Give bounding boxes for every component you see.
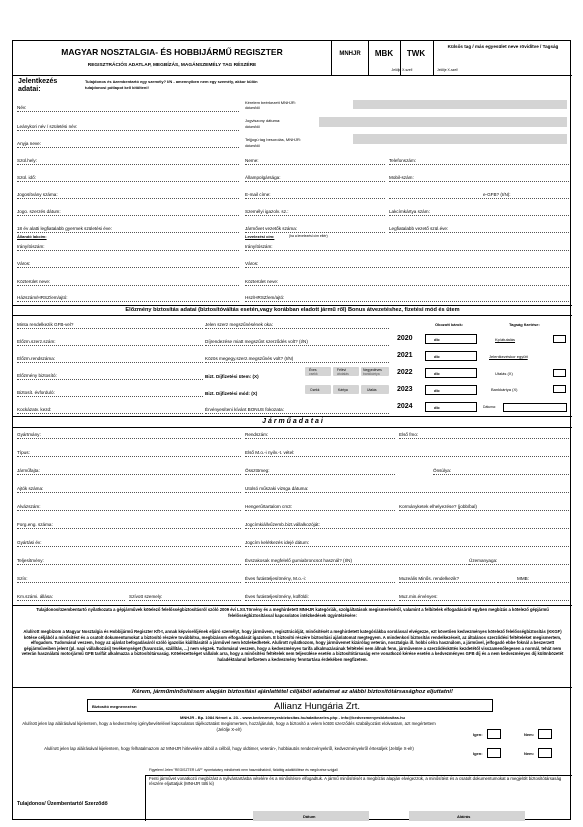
birthplace-field[interactable]: Szül.hely: bbox=[17, 154, 239, 165]
consent1-yes: Igen: bbox=[473, 732, 483, 737]
payment-method-field[interactable]: Bizt. Díjfizetési mód: (X) bbox=[205, 391, 258, 396]
owner-label: Tulajdonos/ Üzembentartó/ Szerződő bbox=[17, 801, 108, 807]
insurance-section-title: Előzmény biztosítás adatai (biztosítóváltás esetén,vagy korábban eladott jármű ről) Bonus átvezetéshez, fizetési mód és ütem bbox=[125, 307, 460, 313]
birthdate-field[interactable]: Szül. idő: bbox=[17, 171, 239, 182]
year-2020: 2020 bbox=[397, 335, 413, 342]
risk-start-field[interactable]: Kockázatv. kezd: bbox=[17, 403, 203, 414]
declaration-intro: Tulajdonos/üzembentartó nyilatkozata a gépjárművek kötelező felelősségbiztosításról szóló 2009 évi LXII.Törvény és a meghirdetett MNHJR kategóriák, szolgáltatások megismeréséről, valamint a felbitelek elfogadásáról egyben megbízás a kötelező gépjármű felelősségbiztosítással kapcsolatos intézkedések ügyintézésére: bbox=[36, 607, 549, 618]
has-gfb-field[interactable]: Minta rendelkezik GFB-vel? bbox=[17, 318, 203, 329]
vehicle-kind-field[interactable]: Járműfajta: bbox=[17, 464, 241, 475]
museum-rating-field[interactable]: Muzeális Minős. rendelkezik? bbox=[399, 572, 495, 583]
opt-semiannual[interactable]: Félévi átutalás bbox=[333, 367, 359, 376]
footnote: Figyelem! Jelen "REGISZTER LAP" nyomtatvány mindkének nem használhatóról, fiziátbig adatkitöltése és megőrzése szigjall bbox=[149, 768, 338, 772]
pay-card: Bankkártya (X) bbox=[491, 387, 518, 392]
insurer-name: Allianz Hungária Zrt. bbox=[274, 701, 361, 712]
year-2024: 2024 bbox=[397, 403, 413, 410]
membership-label: Jogviszony dátuma: bbox=[245, 118, 281, 123]
pay-date-box[interactable] bbox=[503, 403, 567, 412]
seats-field[interactable]: Szívott szemely: bbox=[129, 590, 241, 601]
damages-2024[interactable]: db: bbox=[425, 402, 477, 412]
date-field[interactable]: Dátum bbox=[253, 811, 369, 821]
curb-weight-field[interactable]: Önsúlya: bbox=[433, 464, 569, 475]
damages-label: Okozott károk: bbox=[435, 322, 464, 327]
insurer-label: Biztosító megnevezése: bbox=[92, 704, 138, 709]
youngest-driver-field[interactable]: Legfiatalabb vezető szül.éve: bbox=[389, 222, 569, 233]
maiden-name-field[interactable]: Leánykori név / születési név: bbox=[17, 120, 239, 131]
annual-km-domestic-field[interactable]: Éves futásteljesítmény, M.o.-i: bbox=[245, 572, 395, 583]
mnhjr-confirmation: Fenti járművet vonatkozó megbízást a nyilvántartásba vételére és a minősítésre elfogadtuk. A jármű minősítését a megbízás alapján elvégezzük, a minősítést és a csatolt dokumentumokat a megjelölt biztosítótársaság részére eljuttatjuk (MNHJR tölti ki) bbox=[149, 776, 562, 787]
mail-street-field[interactable]: Közterület neve: bbox=[245, 275, 569, 286]
insurer-box[interactable] bbox=[87, 699, 493, 712]
citizenship-field[interactable]: Állampolgársága: bbox=[245, 171, 385, 182]
mobile-field[interactable]: Mobil-szám: bbox=[389, 171, 569, 182]
contact-line: MNHJR - Bp. 1084 Német u. 23. - www.kedvezmenyesbiztositas.hu/adatkezeles.php - info@kedvezmenyesbiztositas.hu bbox=[180, 715, 405, 720]
street-field[interactable]: Közterület neve: bbox=[17, 275, 239, 286]
fuel-field[interactable]: Üzemanyaga: bbox=[469, 554, 569, 565]
chassis-field[interactable]: Alvázszám: bbox=[17, 500, 241, 511]
id-card-field[interactable]: Személyi igazolv. sz.: bbox=[245, 205, 385, 216]
email-field[interactable]: E-mail címe: bbox=[245, 188, 385, 199]
drivers-count-field[interactable]: Jármővet vezetők száma: bbox=[245, 222, 385, 233]
consent1-no: Nem: bbox=[524, 732, 535, 737]
registration-doc-field[interactable]: Forg.eng. száma: bbox=[17, 518, 241, 529]
title-date-field[interactable]: Jogcím kelétkezés idejé dátum: bbox=[245, 536, 569, 547]
zip-field[interactable]: Irányítószám: bbox=[17, 240, 239, 251]
damages-2023[interactable]: db: bbox=[425, 385, 477, 395]
membership-small: dátum/idő bbox=[245, 125, 260, 129]
opt-card[interactable]: Kártya bbox=[333, 385, 359, 394]
power-field[interactable]: Teljesítmény: bbox=[17, 554, 241, 565]
damages-2022[interactable]: db: bbox=[425, 368, 477, 378]
annual-km-foreign-field[interactable]: Éves futásteljesítmény, külföldi: bbox=[245, 590, 395, 601]
pay-transfer: Utalás (X) bbox=[495, 371, 513, 376]
license-date-field[interactable]: Jogo. szerzés dátum: bbox=[17, 205, 239, 216]
prev-plate-field[interactable]: Előzm.rendszáma: bbox=[17, 352, 203, 363]
consent2-yes: Igen: bbox=[473, 751, 483, 756]
displacement-field[interactable]: Hengerűrtartalom cm3: bbox=[245, 500, 395, 511]
pay-date-label: Dátuma: bbox=[483, 405, 496, 409]
mark-label-1: Jelölje X-szel! bbox=[391, 68, 413, 72]
license-number-field[interactable]: Jogosítvány száma: bbox=[17, 188, 239, 199]
plate-field[interactable]: Rendszám: bbox=[245, 428, 395, 439]
city-field[interactable]: Város: bbox=[17, 257, 239, 268]
form-subtitle: REGISZTRÁCIÓS ADATLAP, MEGBÍZÁS, MAGÁNSZEMÉLY TAG RÉSZÉRE bbox=[87, 63, 257, 68]
mother-name-field[interactable]: Anyja neve: bbox=[17, 137, 239, 148]
permanent-address-heading: Állandó lakcím: bbox=[17, 234, 47, 239]
gross-weight-field[interactable]: Össztömeg: bbox=[245, 464, 395, 475]
pay-with-registration: Jelentkezéskor együtt bbox=[489, 354, 528, 359]
mail-city-field[interactable]: Város: bbox=[245, 257, 569, 268]
name-field[interactable]: Név: bbox=[17, 101, 239, 112]
pay-card-box[interactable] bbox=[553, 385, 566, 393]
consent1-no-box[interactable] bbox=[538, 729, 552, 739]
manufacture-year-field[interactable]: Gyártási év: bbox=[17, 536, 241, 547]
type-field[interactable]: Típus: bbox=[17, 446, 241, 457]
vehicle-section-title: J á r m ű a d a t a i bbox=[262, 418, 323, 425]
mailing-address-heading: Levelezési cím: bbox=[245, 234, 275, 239]
mark-label-2: Jelölje X-szel! bbox=[437, 68, 458, 72]
first-reg-field[interactable]: Első M.o.-i nyilv.-t. vétel: bbox=[245, 446, 569, 457]
consent2-no-box[interactable] bbox=[538, 748, 552, 758]
form-title: MAGYAR NOSZTALGIA- ÉS HOBBIJÁRMŰ REGISZTER bbox=[61, 47, 283, 57]
membership-date-field[interactable] bbox=[319, 117, 567, 127]
pay-transfer-box[interactable] bbox=[553, 369, 566, 377]
signature-field[interactable]: Aláírás bbox=[409, 811, 525, 821]
registration-form bbox=[12, 40, 571, 820]
col-external: Külsős tag / más egyesület neve rövidítve / Tagság bbox=[447, 44, 559, 49]
mailing-address-note: (ha a levelezési cím eltér) bbox=[289, 234, 328, 238]
full-member-small: dátum/idő bbox=[245, 144, 260, 148]
insurer-selection-title: Kérem, járműminősítésem alapján biztosítási ajánlattétel céljából adataimat az alábbi biztosítótársasághoz eljuttatni! bbox=[132, 689, 453, 695]
applicant-note: Tulajdonos és üzembentartó egy személy? I/N - amennyiben nem egy személy, akkor külön tulajdonosi pótlapot kell kitölteni! bbox=[85, 79, 258, 90]
opt-annual[interactable]: Éves csekk bbox=[305, 367, 331, 376]
year-2023: 2023 bbox=[397, 386, 413, 393]
termination-reason-field[interactable]: Jelen szerz megszűnésének oka: bbox=[205, 318, 389, 329]
opt-cheque[interactable]: Csekk bbox=[305, 385, 331, 394]
prev-insurer-field[interactable]: Előzmény biztosító: bbox=[17, 369, 203, 380]
declaration-body: Alulírott megbízom a Magyar Nosztalgia és Hobbijármű Regiszter Kft-t, annak képviselőjének eljáró személyt, hogy járművem, regisztrációját, minősítését a meghirdetett kategóriákba sorolással elvégezze, ezt követően kedvezményes kötelező felelősségbiztosítás (KKGF) kötése céljából a minősítést és a csatolt dokumentumokat a biztosító részére továbbítsa, megbízásom elfogadását igazolom. E biztosító részére biztosítási ajánlatomat megtegyem. A mindenkori biztosítás rendelkezéseit, az általános szerződési feltételeket megismertem, elfogadom. Tudomásul veszem, hogy az ajánlat befogadásáról szóló igazolás kiállításától a járművel nem közlekedhetek. Alulírott nyilatkozom, hogy járművemet kizárólag veterán, nosztalgia ill. hobbi célra használom, a járművel, jelfogadó ebbe foknál a beszerzett gépjárműveiben jelent (pl. napi vállalkozási) tevékenységet (fuvarozás, szállítás, ...) nem végzek. Tudomásul veszem, hogy a kedvezményes tarifa alkalmazásának feltételei nem állnak fenn, járművemre a szerződéskötés kezdetétől visszamenőlegesen a normál, tehát nem veterán használatú motorjármű GFB tarifát alkalmazza a biztosítótársaság. Kötelezettséget vállalok arra, hogy a minősítési feltételek nem teljesülése esetén a biztosítótársaság erre vonatkozó kérése esetén a kedvezményes GFB díj és a nem kedvezményes díj különbözetét haladéktalanul befizetem a kedvezmény fenntartása érdekében megfizetem. bbox=[21, 629, 564, 662]
opt-quarterly[interactable]: Negyedéves bankkártya bbox=[361, 367, 389, 376]
youngest-child-field[interactable]: 18 év alatti legfiatalabb gyermek születési éve: bbox=[17, 222, 239, 233]
applicant-heading: Jelentkezés adatai: bbox=[18, 78, 58, 93]
year-2021: 2021 bbox=[397, 352, 413, 359]
membership-payment-label: Tagság fizetése: bbox=[509, 322, 540, 327]
full-member-label: Teljjogú tag besorolás, MNHJR: bbox=[245, 137, 302, 142]
steering-side-field[interactable]: Kormányketek elhelyezése? (jobb/bal) bbox=[399, 500, 569, 511]
gender-field[interactable]: Neme: bbox=[245, 154, 385, 165]
pay-cash-box[interactable] bbox=[553, 335, 566, 343]
mail-house-field[interactable]: Hsz/HRSZ/em/ajtó: bbox=[245, 291, 569, 302]
mail-zip-field[interactable]: Irányítószám: bbox=[245, 240, 569, 251]
anniversary-field[interactable]: Biztosít. évforduló: bbox=[17, 386, 203, 397]
damages-2021[interactable]: db: bbox=[425, 351, 477, 361]
doors-field[interactable]: Ajtók száma: bbox=[17, 482, 241, 493]
pay-cash: Kp/átutalás bbox=[495, 337, 516, 342]
consent1-yes-box[interactable] bbox=[487, 729, 501, 739]
last-inspection-field[interactable]: Utolsó műszaki vizsga dátuma: bbox=[245, 482, 569, 493]
year-2022: 2022 bbox=[397, 369, 413, 376]
damages-2020[interactable]: db: bbox=[425, 334, 477, 344]
odometer-field[interactable]: Km.számi. állása: bbox=[17, 590, 125, 601]
make-field[interactable]: Gyártmány: bbox=[17, 428, 241, 439]
color-field[interactable]: Szín: bbox=[17, 572, 241, 583]
house-number-field[interactable]: Házszám/HRSZ/em/ajtó: bbox=[17, 291, 239, 302]
consent-privacy: Alulírott jelen lap aláírásával kijelentem, hogy a kedvezmény igénybevételével kapcsolatos tájékoztatást megismertem, hozzájárulok, hogy a biztosító a velem kötött szerződés szabályozást elolvastam, azt megértettem (Jelölje X-el!) bbox=[22, 721, 436, 732]
museum-valid-field[interactable]: Muz.min.érvényes: bbox=[399, 590, 569, 601]
bonus-level-field[interactable]: Érvényesíteni kívánt BONUS fokozata: bbox=[205, 403, 389, 414]
mmb-field[interactable]: MMB: bbox=[497, 572, 569, 583]
received-label: Kérelem beérkezett MNHJR: bbox=[245, 100, 296, 105]
prev-contract-field[interactable]: Előzm.szerz.szám: bbox=[17, 335, 203, 346]
consent2-yes-box[interactable] bbox=[487, 748, 501, 758]
col-twk: TWK bbox=[406, 49, 426, 58]
seasonal-tires-field[interactable]: Évszakosak megfelelő gumiabroncsot használ? (I/N) bbox=[245, 554, 469, 565]
full-member-field[interactable] bbox=[353, 134, 567, 144]
col-mbk: MBK bbox=[374, 49, 394, 58]
first-fmo-field[interactable]: Első fmo: bbox=[399, 428, 569, 439]
received-field[interactable] bbox=[353, 100, 567, 109]
egfb-field[interactable]: e-GFB? (I/N): bbox=[389, 188, 569, 199]
fee-terminated-field[interactable]: Díjrendezése miatt megszűnt szerződés volt? (I/N) bbox=[205, 335, 389, 346]
col-mnhjr: MNHJR bbox=[339, 51, 361, 57]
payment-frequency-field[interactable]: Bizt. Díjfizetési ütem: (X) bbox=[205, 374, 259, 379]
title-holder-field[interactable]: Jogcímkiállvűzemb.bizt.vállalkozóját: bbox=[245, 518, 569, 529]
address-card-field[interactable]: Lakcímkártya szám: bbox=[389, 205, 569, 216]
consent-newsletter: Alulírott jelen lap aláírásával kijelentem, hogy felhatalmazom az MNHJR hirlevelére abból a célból, hogy oldtimer, veterán-, hobbiautós rendezvényekről, kedvezményekről értesüljek (Jelölje X-el!) bbox=[44, 746, 414, 751]
received-small: dátum/idő bbox=[245, 106, 260, 110]
mutual-terminated-field[interactable]: Közös megegy.szerz.megszűnés volt? (I/N) bbox=[205, 352, 389, 363]
consent2-no: Nem: bbox=[524, 751, 535, 756]
opt-transfer[interactable]: Utalás bbox=[361, 385, 389, 394]
phone-field[interactable]: Telefonszám: bbox=[389, 154, 569, 165]
